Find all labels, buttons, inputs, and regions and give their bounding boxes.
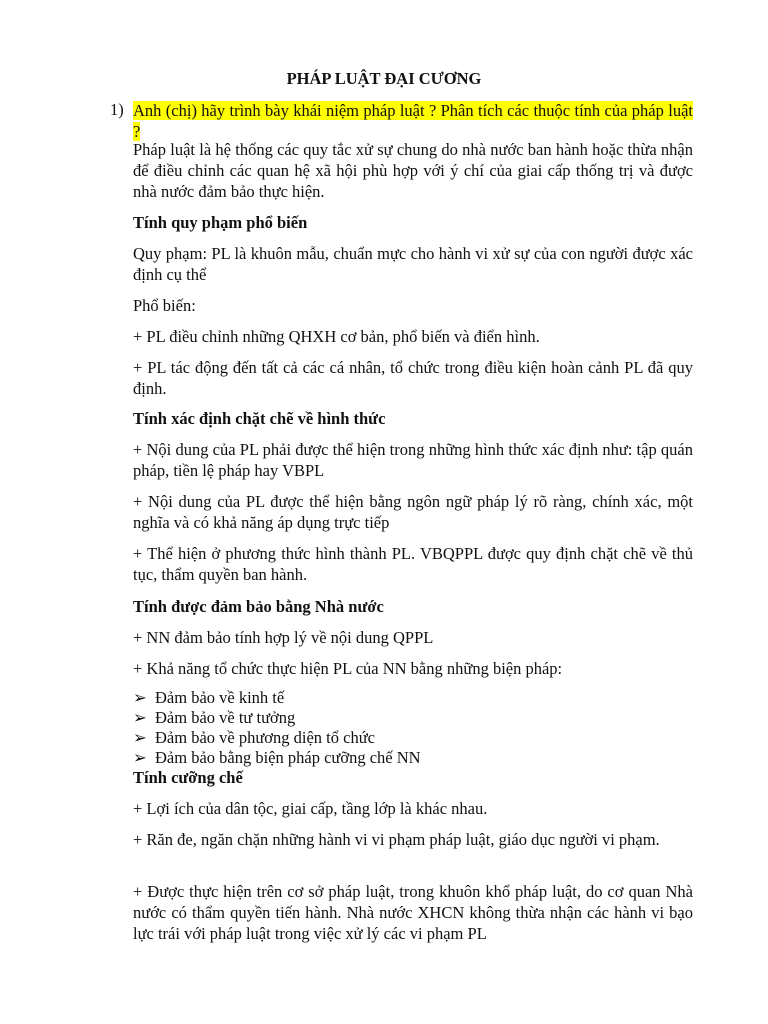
paragraph: + Răn đe, ngăn chặn những hành vi vi phạm pháp luật, giáo dục người vi phạm. xyxy=(133,830,660,849)
paragraph: + PL điều chỉnh những QHXH cơ bản, phổ biến và điển hình. xyxy=(133,327,540,346)
paragraph: + Được thực hiện trên cơ sở pháp luật, trong khuôn khổ pháp luật, do cơ quan Nhà nước có thẩm quyền tiến hành. Nhà nước XHCN không thừa nhận các hành vi bạo lực trái với pháp luật trong việc xử lý các vi phạm PL xyxy=(133,882,693,943)
paragraph: + Nội dung của PL được thể hiện bằng ngôn ngữ pháp lý rõ ràng, chính xác, một nghĩa và có khả năng áp dụng trực tiếp xyxy=(133,492,693,532)
paragraph: + NN đảm bảo tính hợp lý về nội dung QPPL xyxy=(133,628,434,647)
arrow-bullet-icon: ➢ xyxy=(133,728,147,747)
arrow-bullet-icon: ➢ xyxy=(133,708,147,727)
arrow-bullet-icon: ➢ xyxy=(133,688,147,707)
paragraph: Phổ biến: xyxy=(133,296,196,315)
list-item: ➢ Đảm bảo về kinh tế xyxy=(133,688,285,707)
paragraph: + Lợi ích của dân tộc, giai cấp, tầng lớp là khác nhau. xyxy=(133,799,488,818)
section-heading-nha-nuoc: Tính được đảm bảo bằng Nhà nước xyxy=(133,597,384,616)
paragraph: + Nội dung của PL phải được thể hiện trong những hình thức xác định như: tập quán pháp, tiền lệ pháp hay VBPL xyxy=(133,440,693,480)
paragraph: + Thể hiện ở phương thức hình thành PL. VBQPPL được quy định chặt chẽ về thủ tục, thẩm quyền ban hành. xyxy=(133,544,693,584)
list-item: ➢ Đảm bảo về phương diện tổ chức xyxy=(133,728,375,747)
question-highlight: Anh (chị) hãy trình bày khái niệm pháp luật ? Phân tích các thuộc tính của pháp luật ? xyxy=(133,101,693,141)
list-item: ➢ Đảm bảo về tư tưởng xyxy=(133,708,296,727)
document-title: PHÁP LUẬT ĐẠI CƯƠNG xyxy=(286,69,482,88)
section-heading-hinh-thuc: Tính xác định chặt chẽ về hình thức xyxy=(133,409,386,428)
paragraph: Quy phạm: PL là khuôn mẫu, chuẩn mực cho hành vi xử sự của con người được xác định cụ thể xyxy=(133,244,693,284)
arrow-bullet-icon: ➢ xyxy=(133,748,147,767)
paragraph: + PL tác động đến tất cả các cá nhân, tổ chức trong điều kiện hoàn cảnh PL đã quy định. xyxy=(133,358,693,398)
section-heading-cuong-che: Tính cưỡng chế xyxy=(133,768,243,787)
question-number: 1) xyxy=(110,100,124,119)
list-item: ➢ Đảm bảo bằng biện pháp cưỡng chế NN xyxy=(133,748,421,767)
definition-paragraph: Pháp luật là hệ thống các quy tắc xử sự chung do nhà nước ban hành hoặc thừa nhận để điều chỉnh các quan hệ xã hội phù hợp với ý chí của giai cấp thống trị và được nhà nước đảm bảo thực hiện. xyxy=(133,140,693,201)
paragraph: + Khả năng tổ chức thực hiện PL của NN bằng những biện pháp: xyxy=(133,659,563,678)
question-text xyxy=(133,100,693,142)
section-heading-quy-pham: Tính quy phạm phổ biến xyxy=(133,213,308,232)
